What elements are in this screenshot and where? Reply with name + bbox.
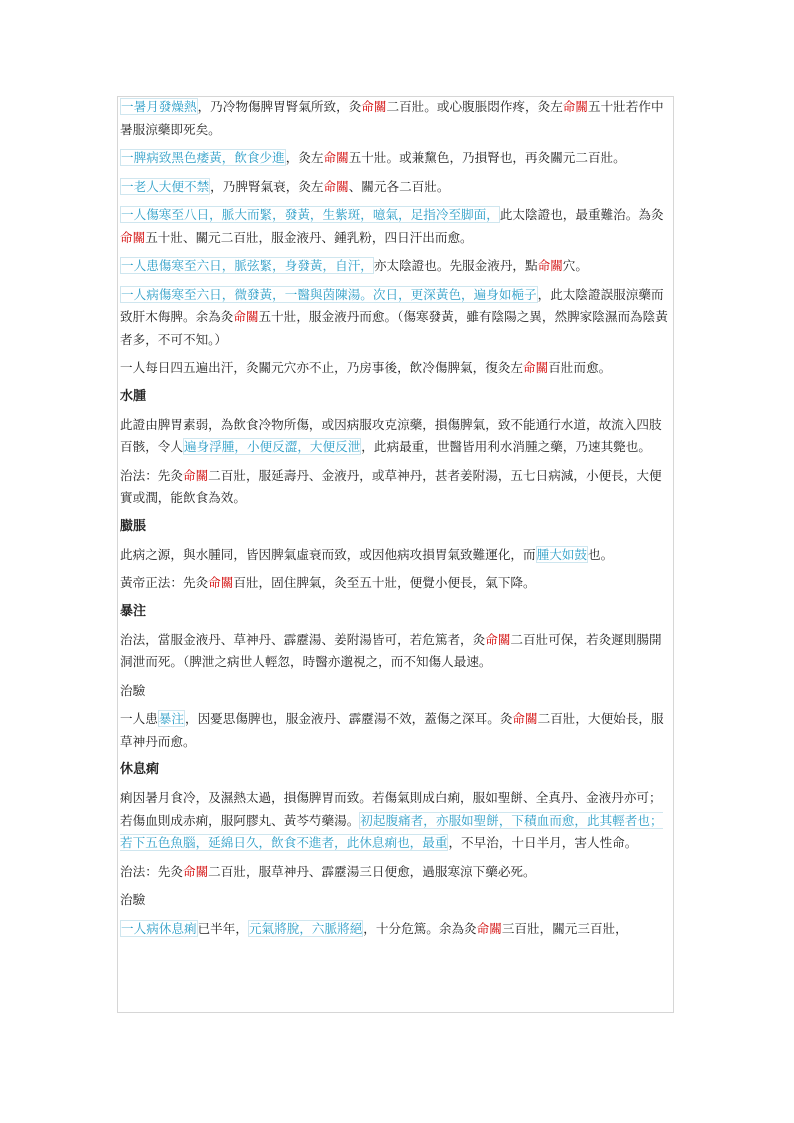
highlight-term: 命關 — [233, 309, 259, 324]
symptom-highlight: 一人傷寒至八日，脈大而緊，發黃，生紫斑，噫氣，足指冷至脚面， — [121, 207, 499, 222]
text-run: 黃帝正法：先灸 — [120, 575, 209, 590]
section-heading — [120, 516, 674, 538]
highlight-term: 命關 — [537, 258, 563, 273]
text-run: 二百壯，服草神丹、霹靂湯三日便愈，過服寒涼下藥必死。 — [208, 863, 536, 879]
symptom-highlight: 一人病傷寒至六日，微發黃，一醫與茵陳湯。次日，更深黃色，遍身如梔子 — [121, 286, 537, 302]
symptom-highlight: 一人病休息痢 — [121, 920, 197, 936]
text-run: 二百壯可保，若灸遲則腸開洞泄而死。（脾泄之病世人輕忽，時醫亦邈視之，而不知傷人最速。 — [120, 631, 662, 669]
section-heading — [120, 601, 674, 623]
text-run: 已半年， — [197, 920, 248, 936]
text-run: 休息痢 — [120, 762, 160, 777]
paragraph — [120, 284, 674, 352]
text-run: ，乃脾腎氣衰，灸左 — [210, 178, 324, 194]
text-run: 五十壯。或兼黧色，乃損腎也，再灸關元二百壯。 — [348, 150, 626, 165]
text-run: ，十分危篤。余為灸 — [363, 920, 477, 936]
paragraph — [120, 572, 674, 595]
text-run: 百壯而愈。 — [548, 360, 612, 375]
text-run: 治法，當服金液丹、草神丹、霹靂湯、姜附湯皆可，若危篤者，灸 — [120, 631, 486, 647]
text-run: 亦太陰證也。先服金液丹，點 — [373, 258, 538, 273]
highlight-term: 命關 — [523, 360, 549, 375]
text-run: 百壯，固住脾氣，灸至五十壯，便覺小便長，氣下降。 — [233, 575, 536, 590]
section-heading — [120, 759, 674, 781]
text-run: ，灸左 — [285, 150, 324, 165]
paragraph — [120, 204, 674, 249]
text-run: 五十壯若作中暑服涼藥即死矣。 — [120, 99, 664, 137]
symptom-highlight: 初起腹痛者，亦服如聖餅，下積血而愈，此其輕者也；若下五色魚腦，延綿日久，飲食不進者，此休息痢也，最重 — [120, 812, 663, 850]
text-run: 五十壯，服金液丹而愈。（傷寒發黃，雖有陰陽之異，然脾家陰濕而為陰黃者多，不可不知。） — [120, 309, 668, 347]
text-run: 二百壯，大便始長，服草神丹而愈。 — [120, 711, 664, 749]
highlight-term: 命關 — [512, 711, 538, 726]
text-run: 此證由脾胃素弱，為飲食冷物所傷，或因病服攻克涼藥，損傷脾氣，致不能通行水道，故流入四肢百骸，令人 — [120, 416, 662, 454]
highlight-term: 命關 — [182, 863, 209, 879]
text-run: 也。 — [587, 546, 614, 562]
text-run: ，此病最重，世醫皆用利水消腫之藥，乃速其斃也。 — [361, 439, 651, 454]
text-run: 、關元各二百壯。 — [348, 178, 450, 194]
text-run: ，此太陰證誤服涼藥而致肝木侮脾。余為灸 — [120, 286, 664, 324]
paragraph — [120, 708, 674, 753]
text-run: ，因憂思傷脾也，服金液丹、霹靂湯不效，蓋傷之深耳。灸 — [184, 711, 513, 726]
text-run: 穴。 — [562, 258, 588, 273]
symptom-highlight: 腫大如鼓 — [536, 546, 587, 562]
highlight-term: 命關 — [476, 920, 502, 936]
paragraph — [120, 889, 674, 912]
document-body — [120, 96, 674, 946]
text-run: 水腫 — [120, 388, 147, 404]
symptom-highlight: 元氣將脫，六脈將絕 — [248, 920, 363, 936]
paragraph — [120, 629, 674, 674]
text-run: 治法：先灸 — [120, 863, 183, 879]
paragraph — [120, 861, 674, 884]
paragraph — [120, 255, 674, 278]
symptom-highlight: 暴注 — [158, 711, 184, 726]
text-run: ，不早治，十日半月，害人性命。 — [448, 835, 638, 850]
highlight-term: 命關 — [485, 631, 511, 647]
text-run: 痢因暑月食冷，及濕熱太過，損傷脾胃而致。若傷氣則成白痢，服如聖餅、全真丹、金液丹亦可；若傷血則成赤痢，服阿膠丸、黃芩芍藥湯。 — [120, 790, 662, 828]
text-run: 一人患 — [120, 711, 158, 726]
text-run: 五十壯、關元二百壯，服金液丹、鍾乳粉，四日汗出而愈。 — [145, 229, 473, 245]
symptom-highlight: 一脾病致黑色痿黃，飲食少進 — [121, 150, 285, 165]
text-run: 一人每日四五遍出汗，灸關元穴亦不止，乃房事後，飲冷傷脾氣，復灸左 — [120, 360, 523, 375]
paragraph — [120, 357, 674, 380]
paragraph — [120, 465, 674, 510]
paragraph — [120, 96, 674, 141]
text-run: 二百壯，服延壽丹、金液丹，或草神丹，甚者姜附湯，五七日病減，小便長，大便實或潤，能飲食為效。 — [120, 467, 662, 505]
symptom-highlight: 遍身浮腫，小便反澀，大便反泄 — [183, 439, 361, 454]
paragraph — [120, 918, 674, 941]
highlight-term: 命關 — [120, 229, 146, 245]
highlight-term: 命關 — [182, 467, 209, 483]
highlight-term: 命關 — [208, 575, 234, 590]
paragraph — [120, 787, 674, 855]
highlight-term: 命關 — [323, 150, 349, 165]
paragraph — [120, 680, 674, 703]
paragraph — [120, 544, 674, 567]
paragraph — [120, 147, 674, 170]
text-run: 臌脹 — [120, 518, 147, 534]
text-run: 治法：先灸 — [120, 467, 183, 483]
text-run: 此太陰證也，最重難治。為灸 — [499, 207, 664, 222]
symptom-highlight: 一暑月發燥熱 — [121, 99, 197, 114]
text-run: ，乃冷物傷脾胃腎氣所致，灸 — [197, 99, 362, 114]
section-heading — [120, 386, 674, 408]
text-run: 治驗 — [120, 682, 146, 698]
text-run: 此病之源，與水腫同，皆因脾氣虛衰而致，或因他病攻損胃氣致難運化，而 — [120, 546, 536, 562]
text-run: 暴注 — [120, 603, 147, 619]
text-run: 治驗 — [120, 892, 146, 907]
paragraph — [120, 176, 674, 199]
highlight-term: 命關 — [562, 99, 588, 114]
symptom-highlight: 一人患傷寒至六日，脈弦緊，身發黃，自汗， — [121, 258, 373, 273]
text-run: 三百壯，關元三百壯， — [501, 920, 628, 936]
highlight-term: 命關 — [323, 178, 349, 194]
paragraph — [120, 414, 674, 459]
highlight-term: 命關 — [361, 99, 387, 114]
symptom-highlight: 一老人大便不禁 — [121, 178, 210, 194]
text-run: 二百壯。或心腹脹悶作疼，灸左 — [386, 99, 563, 114]
